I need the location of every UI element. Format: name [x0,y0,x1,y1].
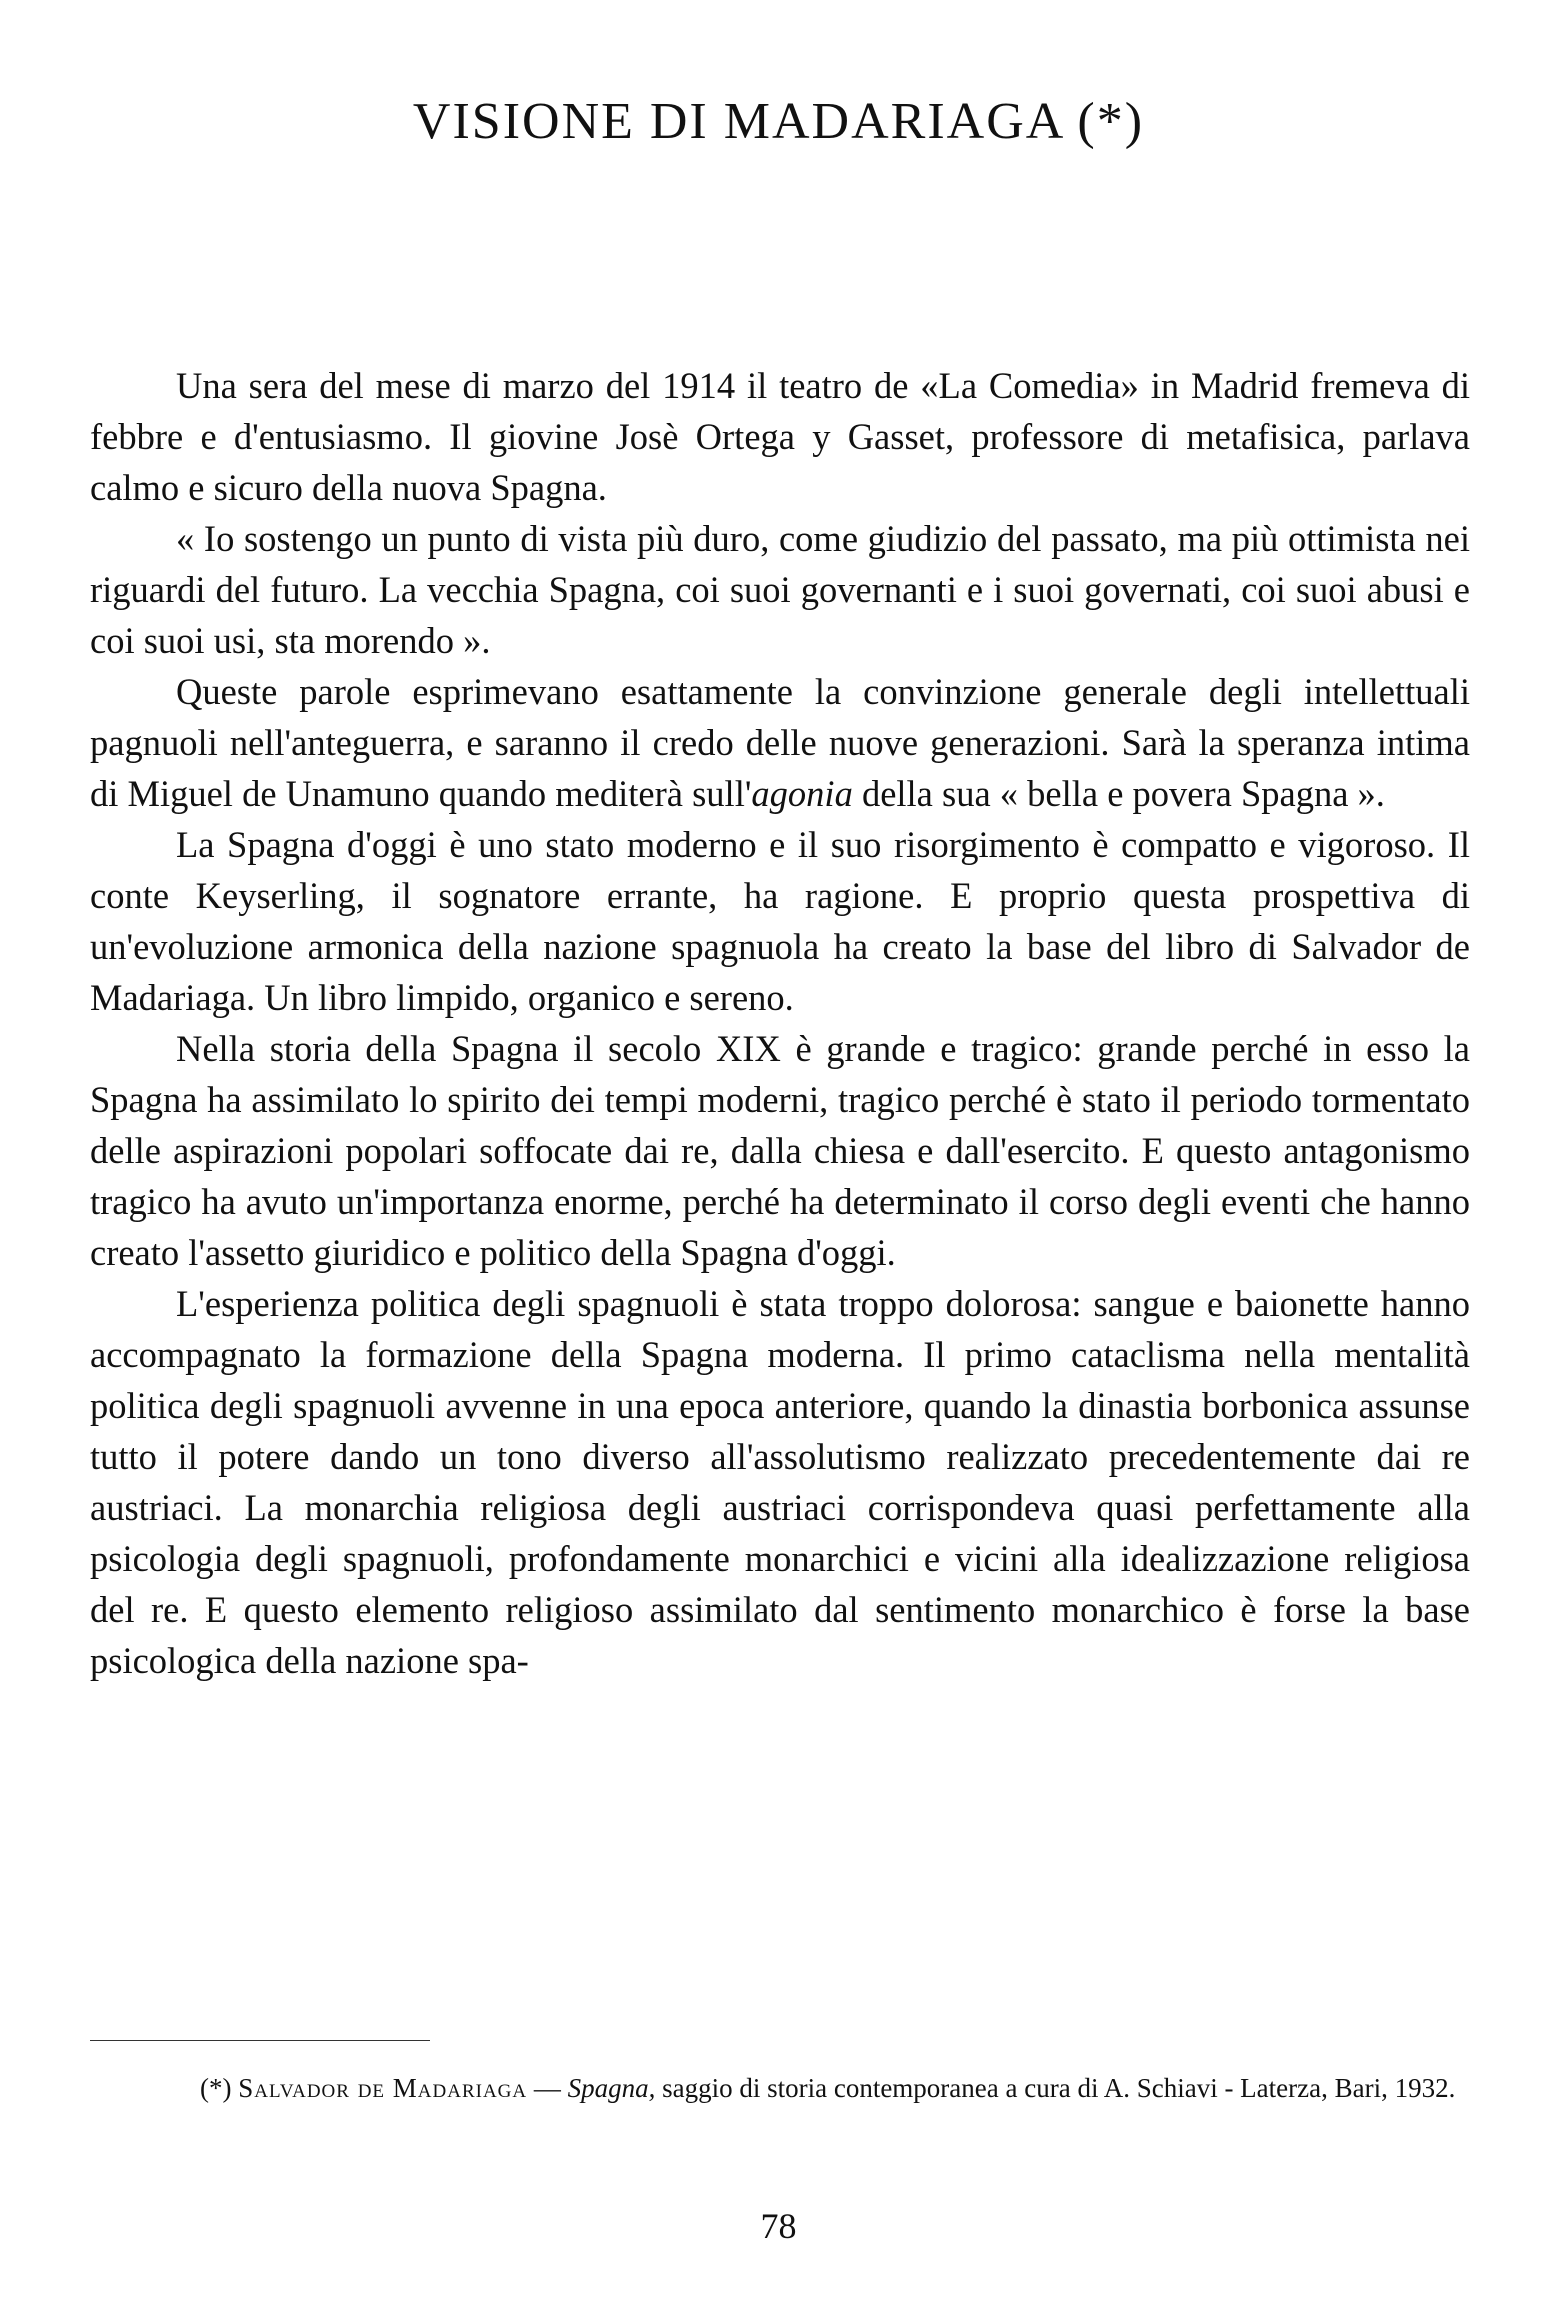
paragraph-1: Una sera del mese di marzo del 1914 il teatro de «La Comedia» in Madrid fremeva di febbre e d'entusiasmo. Il giovine Josè Ortega y Gasset, professore di metafisica, parlava calmo e sicuro della nuova Spagna. [90,365,1470,508]
page-title: VISIONE DI MADARIAGA (*) [412,93,1145,150]
paragraph-6: L'esperienza politica degli spagnuoli è stata troppo dolorosa: sangue e baionette hanno accompagnato la formazione della Spagna moderna. Il primo cataclisma nella mentalità politica degli spagnuoli avvenne in una epoca anteriore, quando la dinastia borbonica assunse tutto il potere dando un tono diverso all'assolutismo realizzato precedentemente dai re austriaci. La monarchia religiosa degli austriaci corrispondeva quasi perfettamente alla psicologia degli spagnuoli, profondamente monarchici e vicini alla idealizzazione religiosa del re. E questo elemento religioso assimilato dal sentimento monarchico è forse la base psicologica della nazione spa- [90,1283,1470,1681]
paragraph-3-italic: agonia [751,773,853,814]
paragraph-5: Nella storia della Spagna il secolo XIX è grande e tragico: grande perché in esso la Spagna ha assimilato lo spirito dei tempi moderni, tragico perché è stato il periodo tormentato delle aspirazioni popolari soffocate dai re, dalla chiesa e dall'esercito. E questo antagonismo tragico ha avuto un'importanza enorme, perché ha determinato il corso degli eventi che hanno creato l'assetto giuridico e politico della Spagna d'oggi. [90,1028,1470,1273]
page-number: 78 [760,2206,797,2246]
paragraph-4: La Spagna d'oggi è uno stato moderno e il suo risorgimento è compatto e vigoroso. Il conte Keyserling, il sognatore errante, ha ragione. E proprio questa prospettiva di un'evoluzione armonica della nazione spagnuola ha creato la base del libro di Salvador de Madariaga. Un libro limpido, organico e sereno. [90,824,1470,1018]
footnote-details: saggio di storia contemporanea a cura di A. Schiavi - Laterza, Bari, 1932. [662,2073,1456,2103]
paragraph-3-after: della sua « bella e povera Spagna ». [852,773,1385,814]
footnote-marker: (*) [200,2073,232,2103]
footnote-author: Salvador de Madariaga [238,2073,528,2103]
body-text [90,360,1470,1686]
paragraph-2: « Io sostengo un punto di vista più duro, come giudizio del passato, ma più ottimista nei riguardi del futuro. La vecchia Spagna, coi suoi governanti e i suoi governati, coi suoi abusi e coi suoi usi, sta morendo ». [90,518,1470,661]
paragraph-3-before: Queste parole esprimevano esattamente la convinzione generale degli intellettuali pagnuoli nell'anteguerra, e saranno il credo delle nuove generazioni. Sarà la speranza intima di Miguel de Unamuno quando mediterà sull' [90,671,1470,814]
footnote-book-title: Spagna, [567,2073,656,2103]
paragraph-3 [90,666,1470,819]
footnote-divider [90,2040,430,2041]
footnote [90,2068,1470,2108]
footnote-dash: — [533,2073,561,2103]
